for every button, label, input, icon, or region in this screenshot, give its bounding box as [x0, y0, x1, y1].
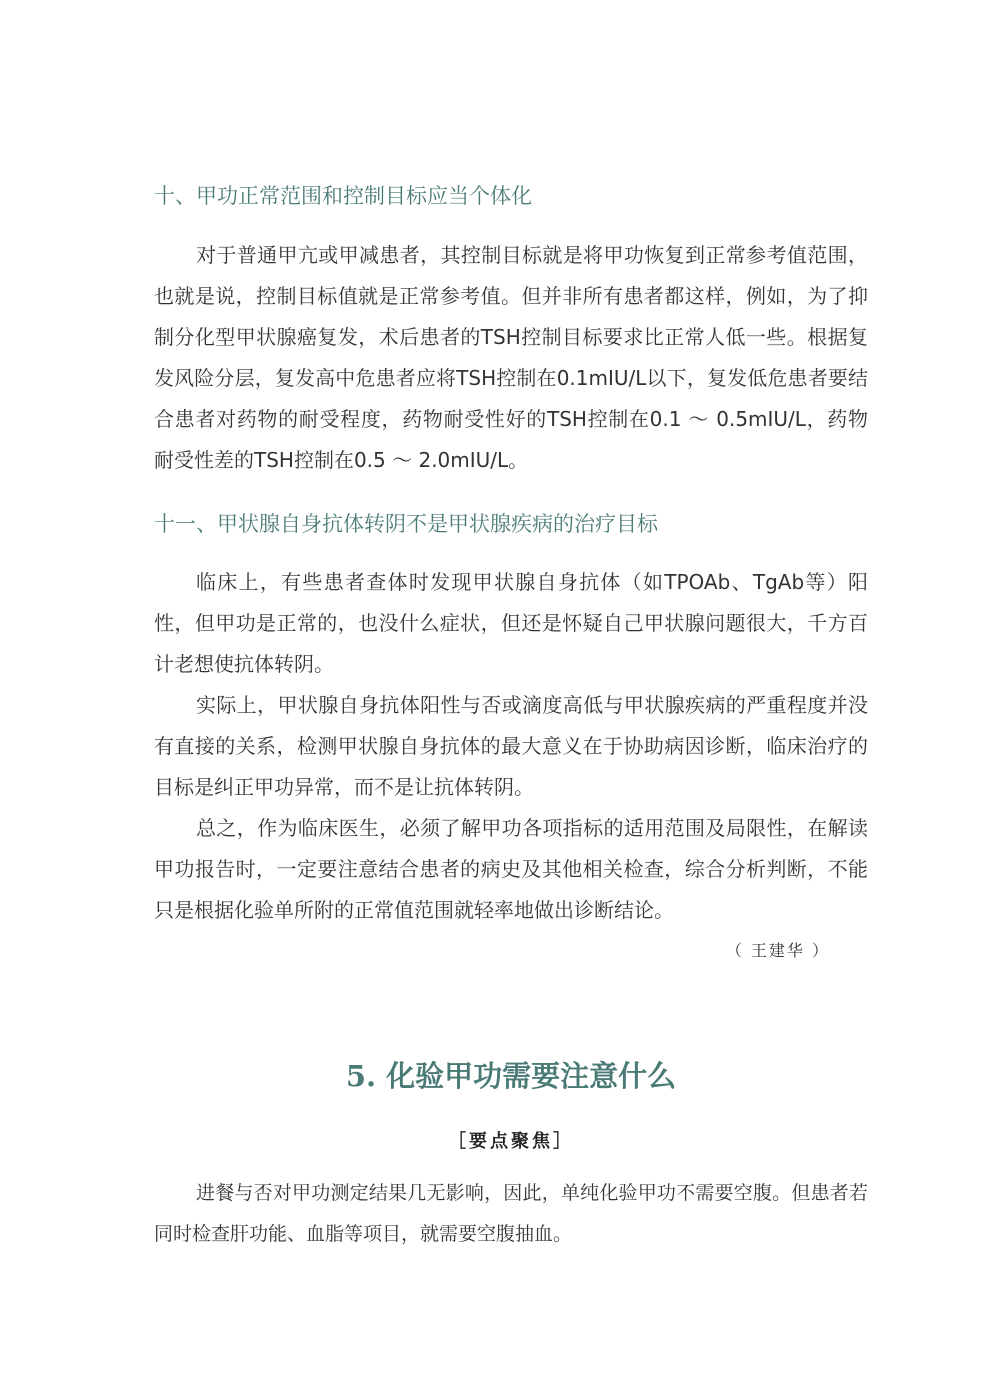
section-11-heading: 十一、甲状腺自身抗体转阴不是甲状腺疾病的治疗目标 [154, 512, 658, 536]
section-11-paragraph-1: 临床上，有些患者查体时发现甲状腺自身抗体（如TPOAb、TgAb等）阳性，但甲功是正常的，也没什么症状，但还是怀疑自己甲状腺问题很大，千方百计老想使抗体转阴。 [154, 570, 868, 676]
author-credit: （ 王建华 ） [725, 941, 830, 960]
section-11-paragraph-2: 实际上，甲状腺自身抗体阳性与否或滴度高低与甲状腺疾病的严重程度并没有直接的关系，检测甲状腺自身抗体的最大意义在于协助病因诊断，临床治疗的目标是纠正甲功异常，而不是让抗体转阴。 [154, 693, 868, 799]
section-10-heading: 十、甲功正常范围和控制目标应当个体化 [154, 184, 532, 208]
section-10-paragraph: 对于普通甲亢或甲减患者，其控制目标就是将甲功恢复到正常参考值范围，也就是说，控制目标值就是正常参考值。但并非所有患者都这样，例如，为了抑制分化型甲状腺癌复发，术后患者的TSH控制目标要求比正常人低一些。根据复发风险分层，复发高中危患者应将TSH控制在0.1mIU/L以下，复发低危患者要结合患者对药物的耐受程度，药物耐受性好的TSH控制在0.1 ～ 0.5mIU/L，药物耐受性差的TSH控制在0.5 ～ 2.0mIU/L。 [154, 243, 868, 472]
section-11-paragraph-3: 总之，作为临床医生，必须了解甲功各项指标的适用范围及局限性，在解读甲功报告时，一定要注意结合患者的病史及其他相关检查，综合分析判断，不能只是根据化验单所附的正常值范围就轻率地做出诊断结论。 [154, 816, 868, 922]
chapter-title: 5. 化验甲功需要注意什么 [345, 1059, 677, 1093]
keypoints-paragraph: 进餐与否对甲功测定结果几无影响，因此，单纯化验甲功不需要空腹。但患者若同时检查肝功能、血脂等项目，就需要空腹抽血。 [154, 1182, 868, 1245]
keypoints-label: ［要点聚焦］ [448, 1131, 574, 1152]
